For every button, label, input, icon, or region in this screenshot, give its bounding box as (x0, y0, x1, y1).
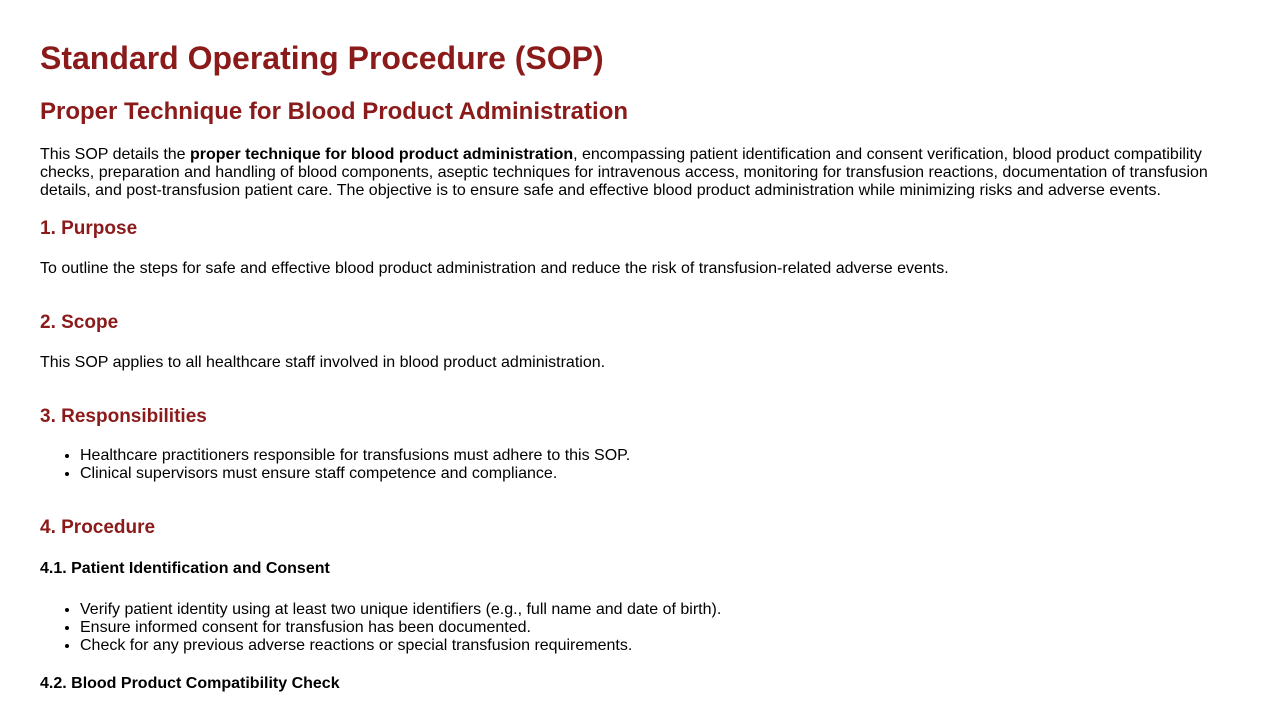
list-item: • Healthcare practitioners responsible for transfusions must adhere to this SOP. (80, 447, 630, 465)
subsection-heading-4-1: 4.1. Patient Identification and Consent (40, 560, 330, 577)
patient-identification-list (40, 601, 721, 655)
scope-heading: 2. Scope (40, 312, 119, 333)
intro-suffix: , encompassing patient identification and consent verification, blood product compatibility checks, preparation and handling of blood components, aseptic techniques for intravenous access, monitoring for transfusion reactions, documentation of transfusion details, and post-transfusion patient care. The objective is to ensure safe and effective blood product administration while minimizing risks and adverse events. (40, 146, 1208, 199)
intro-paragraph (40, 146, 1223, 200)
procedure-heading: 4. Procedure (40, 517, 156, 538)
list-item: • Clinical supervisors must ensure staff competence and compliance. (80, 465, 630, 483)
responsibilities-heading: 3. Responsibilities (40, 406, 207, 427)
list-item: • Check for any previous adverse reactions or special transfusion requirements. (80, 637, 721, 655)
list-item: • Verify patient identity using at least two unique identifiers (e.g., full name and date of birth). (80, 601, 721, 619)
page-subtitle: Proper Technique for Blood Product Administration (40, 98, 629, 125)
page-title: Standard Operating Procedure (SOP) (40, 40, 604, 76)
list-item: • Ensure informed consent for transfusion has been documented. (80, 619, 721, 637)
purpose-text: To outline the steps for safe and effective blood product administration and reduce the risk of transfusion-related adverse events. (40, 260, 949, 277)
responsibilities-list (40, 447, 630, 483)
purpose-heading: 1. Purpose (40, 218, 138, 239)
subsection-heading-4-2: 4.2. Blood Product Compatibility Check (40, 675, 340, 692)
intro-prefix: This SOP details the (40, 146, 190, 163)
scope-text: This SOP applies to all healthcare staff involved in blood product administration. (40, 354, 606, 371)
intro-bold-phrase: proper technique for blood product administration (190, 146, 574, 163)
